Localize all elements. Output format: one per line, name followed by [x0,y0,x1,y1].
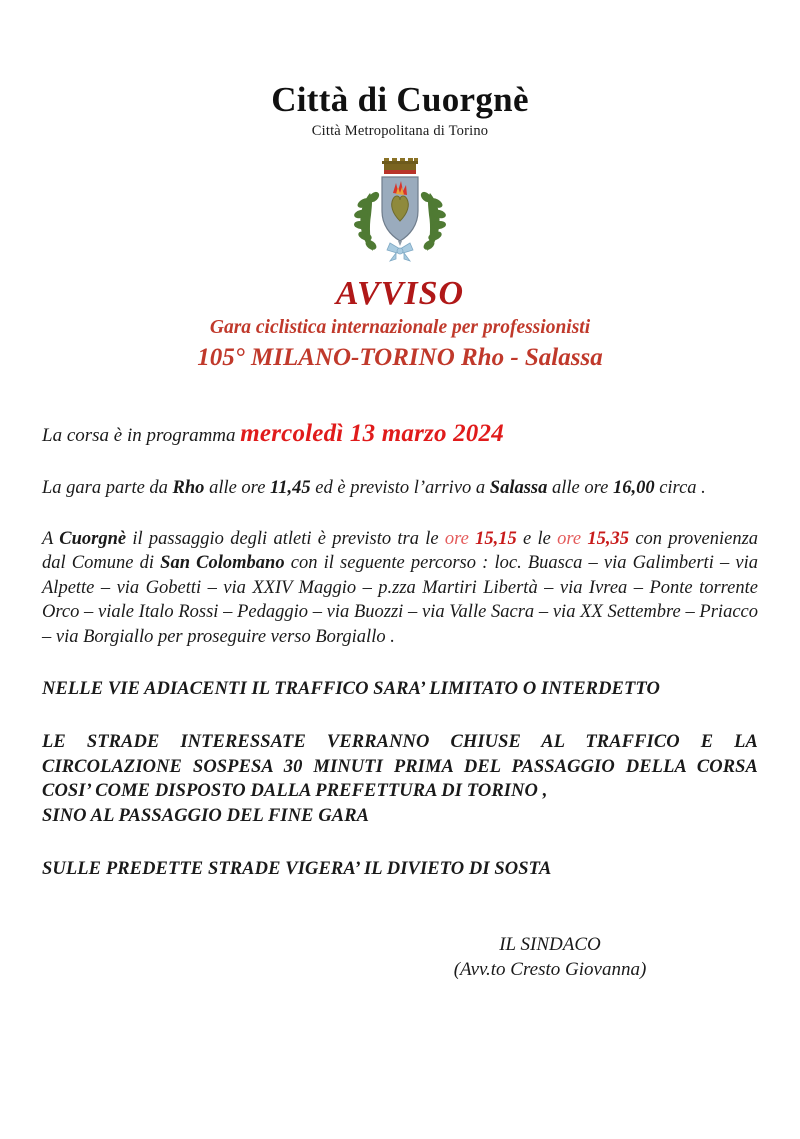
warning-road-closure-lastline: SINO AL PASSAGGIO DEL FINE GARA [42,806,370,827]
route-streets: con il seguente percorso : loc. Buasca – via Galimberti – via Alpette – via Gobetti – via XXIV Maggio – p.zza Martiri Libertà – via Ivrea – Ponte torrente Orco – viale Italo Rossi – Pedaggio – via Buozzi – via Valle Sacra – via XX Settembre – Priacco – via Borgiallo per proseguire verso Borgiallo . [42,553,758,647]
avviso-heading: AVVISO [335,274,465,312]
schedule-text-1: La gara parte da [42,477,173,498]
race-subtitle: Gara ciclistica internazionale per professionisti [209,317,591,339]
ore-label-to: ore [557,528,582,549]
signature-role: IL SINDACO [499,933,601,955]
city-subtitle: Città Metropolitana di Torino [311,122,489,139]
warning-adjacent-streets: NELLE VIE ADIACENTI IL TRAFFICO SARA’ LIMITATO O INTERDETTO [42,678,660,699]
route-origin: San Colombano [160,553,285,574]
route-paragraph [42,527,758,649]
passage-time-to: 15,35 [587,528,630,549]
notice-heading-block [42,275,758,373]
start-time: 11,45 [270,477,311,498]
finish-time: 16,00 [612,477,655,498]
ore-label-from: ore [444,528,469,549]
race-title: 105° MILANO-TORINO Rho - Salassa [197,343,603,371]
route-text-1: A [42,528,60,549]
race-date-value: mercoledì 13 marzo 2024 [240,419,504,447]
route-text-3: e le [516,528,558,549]
race-date-paragraph [42,417,758,450]
schedule-text-3: ed è previsto l’arrivo a [310,477,490,498]
start-place: Rho [172,477,205,498]
route-text-4: con provenienza dal Comune di [42,528,759,574]
schedule-text-2: alle ore [204,477,271,498]
passage-time-from: 15,15 [475,528,517,549]
warning-no-parking: SULLE PREDETTE STRADE VIGERA’ IL DIVIETO DI SOSTA [42,858,552,879]
route-town: Cuorgnè [59,528,127,549]
document-header [42,0,758,140]
document-body [42,417,758,983]
signature-name: (Avv.to Cresto Giovanna) [453,959,647,981]
schedule-text-5: circa . [654,477,706,498]
schedule-paragraph [42,476,758,500]
warning-road-closure [42,730,758,829]
emblem-container [42,149,758,267]
city-title: Città di Cuorgnè [271,80,529,119]
warning-road-closure-main: LE STRADE INTERESSATE VERRANNO CHIUSE AL TRAFFICO E LA CIRCOLAZIONE SOSPESA 30 MINUTI PRIMA DEL PASSAGGIO DELLA CORSA COSI’ COME DISPOSTO DALLA PREFETTURA DI TORINO , [42,731,758,802]
schedule-text-4: alle ore [547,477,613,498]
date-intro-text: La corsa è in programma [42,424,241,446]
signature-block [42,932,758,983]
route-text-2: il passaggio degli atleti è previsto tra le [126,528,445,549]
finish-place: Salassa [489,477,548,498]
coat-of-arms-icon [340,149,460,267]
